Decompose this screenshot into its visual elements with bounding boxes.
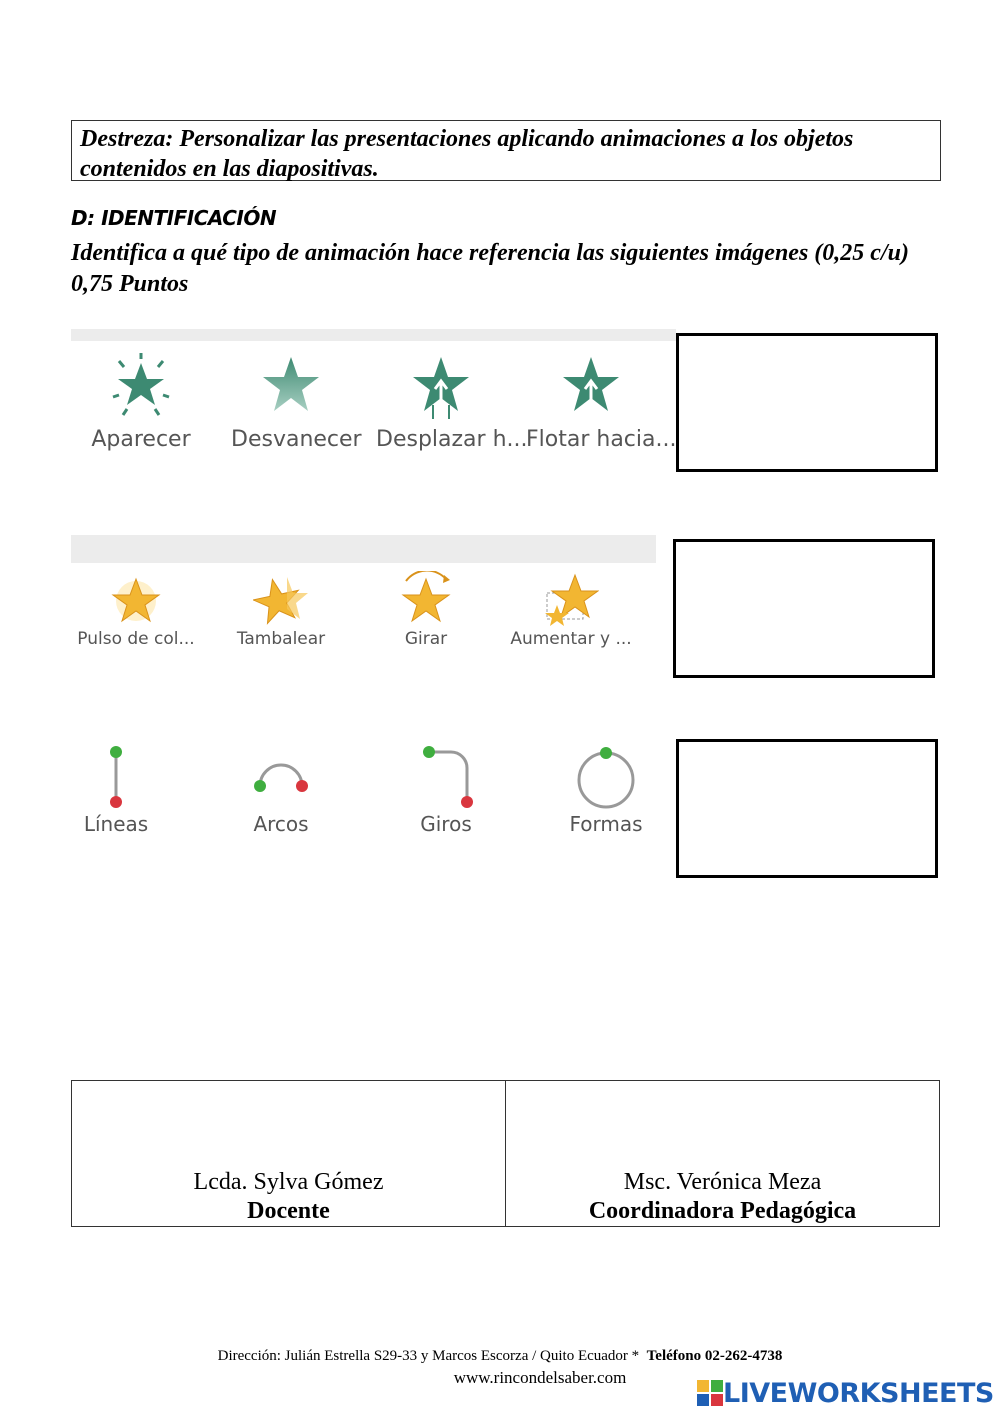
emphasis-animations-strip [71,535,656,665]
signature-cell-docente [72,1081,505,1226]
animation-flotar [526,353,677,452]
liveworksheets-logo[interactable] [697,1378,994,1408]
star-pulse-icon [108,571,164,627]
answer-box-3[interactable] [676,739,938,878]
animation-tambalear [216,571,346,649]
liveworksheets-logo-icon [697,1380,723,1406]
footer-address-line [0,1348,1000,1365]
signature-name: Msc. Verónica Meza [623,1169,822,1195]
animation-label: Tambalear [236,629,326,649]
animation-lineas [71,740,161,836]
animation-aparecer [81,353,201,452]
star-grow-icon [543,571,599,627]
entrance-animations-strip [71,329,676,479]
animation-desvanecer [231,353,362,452]
shape-path-icon [571,740,641,810]
signature-role: Coordinadora Pedagógica [588,1198,857,1224]
section-title: D: IDENTIFICACIÓN [71,206,277,230]
strip-header-bar [71,535,656,563]
animation-arcos [231,740,331,836]
animation-giros [396,740,496,836]
animation-label: Arcos [253,812,309,836]
signature-cell-coordinadora [505,1081,939,1226]
star-appear-icon [111,353,171,421]
signature-role: Docente [247,1198,330,1224]
footer-phone: Teléfono 02-262-4738 [646,1348,783,1364]
animation-desplazar [376,353,528,452]
star-teeter-icon [253,571,309,627]
answer-box-1[interactable] [676,333,938,472]
animation-girar [361,571,491,649]
arc-path-icon [246,740,316,810]
destreza-text: Destreza: Personalizar las presentaciones aplicando animaciones a los objetos contenidos en las diapositivas. [80,126,854,182]
animation-label: Desplazar h... [376,427,528,452]
star-spin-icon [398,571,454,627]
animation-label: Pulso de col... [77,629,195,649]
instruction-text: Identifica a qué tipo de animación hace referencia las siguientes imágenes (0,25 c/u) 0,75 Puntos [71,240,909,297]
star-fade-icon [261,353,321,421]
star-fly-in-icon [411,353,471,421]
animation-label: Flotar hacia... [526,427,677,452]
animation-label: Formas [569,812,643,836]
signature-name: Lcda. Sylva Gómez [193,1169,384,1195]
footer-website[interactable]: www.rincondelsaber.com [453,1368,627,1387]
animation-aumentar [506,571,636,649]
animation-formas [556,740,656,836]
star-float-in-icon [561,353,621,421]
turn-path-icon [411,740,481,810]
destreza-box [71,120,941,181]
footer-address: Dirección: Julián Estrella S29-33 y Marcos Escorza / Quito Ecuador * [217,1348,640,1364]
strip-header-bar [71,329,676,341]
animation-label: Aparecer [91,427,191,452]
animation-label: Aumentar y ... [510,629,632,649]
animation-label: Desvanecer [231,427,362,452]
animation-label: Giros [420,812,472,836]
liveworksheets-brand: LIVEWORKSHEETS [723,1377,994,1409]
line-path-icon [86,740,146,810]
motion-paths-strip [71,740,671,850]
animation-pulso [71,571,201,649]
animation-label: Líneas [83,812,149,836]
animation-label: Girar [404,629,448,649]
signature-table [71,1080,940,1227]
answer-box-2[interactable] [673,539,935,678]
